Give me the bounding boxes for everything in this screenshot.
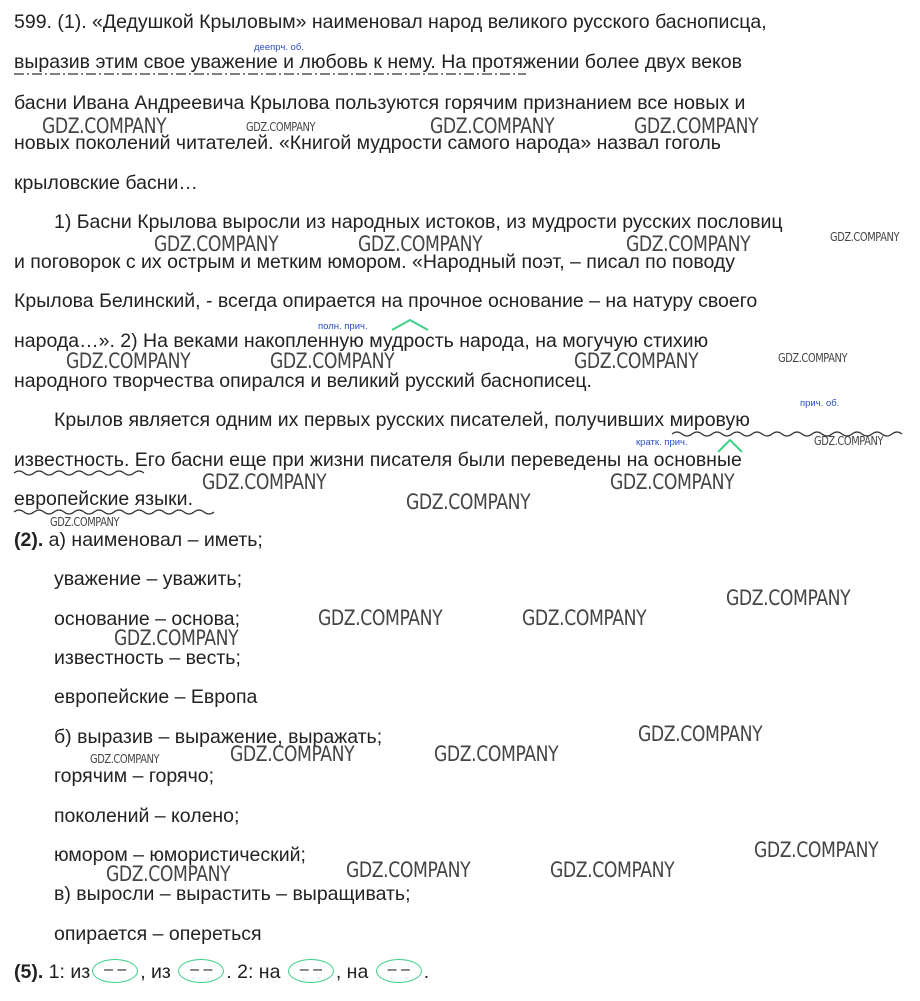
text-line-7: и поговорок с их острым и метким юмором. «Народный поэт, – писал по поводу: [14, 251, 736, 273]
text-line-1: 599. (1). «Дедушкой Крыловым» наименовал народ великого русского баснописца,: [14, 11, 767, 33]
watermark: GDZ.COMPANY: [66, 349, 191, 373]
watermark: GDZ.COMPANY: [346, 858, 471, 882]
watermark: GDZ.COMPANY: [230, 742, 355, 766]
watermark: GDZ.COMPANY: [634, 114, 759, 138]
annotation-deeprich: деепрч. об.: [254, 42, 304, 53]
task2-line-4: известность – весть;: [54, 647, 241, 669]
task2-line-8: поколений – колено;: [54, 805, 240, 827]
task5-line: (5). 1: из – – , из – – . 2: на – – , на – – .: [14, 961, 430, 984]
watermark: GDZ.COMPANY: [90, 752, 160, 766]
watermark: GDZ.COMPANY: [638, 722, 763, 746]
annotation-prich: прич. об.: [800, 398, 840, 409]
text-line-9: народа…». 2) На веками накопленную мудрость народа, на могучую стихию: [14, 330, 709, 352]
task2-line-11: опирается – опереться: [54, 923, 262, 945]
text-line-3: басни Ивана Андреевича Крылова пользуются горячим признанием все новых и: [14, 92, 746, 114]
watermark: GDZ.COMPANY: [106, 862, 231, 886]
watermark: GDZ.COMPANY: [42, 114, 167, 138]
text-line-2: выразив этим свое уважение и любовь к нему. На протяжении более двух веков: [14, 51, 743, 73]
watermark: GDZ.COMPANY: [778, 351, 848, 365]
watermark: GDZ.COMPANY: [246, 120, 316, 134]
task2-line-9: юмором – юмористический;: [54, 844, 306, 866]
watermark: GDZ.COMPANY: [202, 470, 327, 494]
task2-line-1: (2). а) наименовал – иметь;: [14, 529, 263, 551]
watermark: GDZ.COMPANY: [358, 232, 483, 256]
text-line-10: народного творчества опирался и великий русский баснописец.: [14, 370, 592, 392]
watermark: GDZ.COMPANY: [154, 232, 279, 256]
watermark: GDZ.COMPANY: [574, 349, 699, 373]
watermark: GDZ.COMPANY: [270, 349, 395, 373]
task2-line-7: горячим – горячо;: [54, 765, 214, 787]
text-line-6: 1) Басни Крылова выросли из народных истоков, из мудрости русских пословиц: [54, 211, 783, 233]
text-line-13: европейские языки.: [14, 488, 193, 510]
task2-line-3: основание – основа;: [54, 608, 240, 630]
watermark: GDZ.COMPANY: [406, 490, 531, 514]
text-line-12: известность. Его басни еще при жизни писателя были переведены на основные: [14, 449, 742, 471]
annotation-poln: полн. прич.: [318, 321, 368, 332]
oval-mark: – –: [92, 959, 138, 983]
wavy-underline: [14, 471, 144, 475]
task2-label: (2).: [14, 529, 44, 551]
oval-mark: – –: [178, 959, 224, 983]
watermark: GDZ.COMPANY: [626, 232, 751, 256]
watermark: GDZ.COMPANY: [318, 606, 443, 630]
watermark: GDZ.COMPANY: [814, 434, 884, 448]
watermark: GDZ.COMPANY: [726, 586, 851, 610]
text-line-5: крыловские басни…: [14, 172, 198, 194]
wavy-underline: [14, 510, 214, 514]
text-line-4: новых поколений читателей. «Книгой мудрости самого народа» назвал гоголь: [14, 132, 721, 154]
watermark: GDZ.COMPANY: [522, 606, 647, 630]
annotation-kratk: кратк. прич.: [636, 437, 688, 448]
oval-mark: – –: [288, 959, 334, 983]
watermark: GDZ.COMPANY: [754, 838, 879, 862]
watermark: GDZ.COMPANY: [114, 626, 239, 650]
suffix-mark: [392, 320, 428, 330]
oval-mark: – –: [376, 959, 422, 983]
watermark: GDZ.COMPANY: [434, 742, 559, 766]
task2-line-2: уважение – уважить;: [54, 568, 242, 590]
watermark: GDZ.COMPANY: [550, 858, 675, 882]
watermark: GDZ.COMPANY: [610, 470, 735, 494]
task2-line-6: б) выразив – выражение, выражать;: [54, 726, 383, 748]
watermark: GDZ.COMPANY: [50, 515, 120, 529]
text-line-11: Крылов является одним их первых русских писателей, получивших мировую: [54, 409, 750, 431]
task5-label: (5).: [14, 961, 44, 984]
watermark: GDZ.COMPANY: [830, 230, 900, 244]
text-line-8: Крылова Белинский, - всегда опирается на прочное основание – на натуру своего: [14, 290, 758, 312]
task2-line-5: европейские – Европа: [54, 686, 258, 708]
watermark: GDZ.COMPANY: [430, 114, 555, 138]
task2-line-10: в) выросли – вырастить – выращивать;: [54, 883, 411, 905]
